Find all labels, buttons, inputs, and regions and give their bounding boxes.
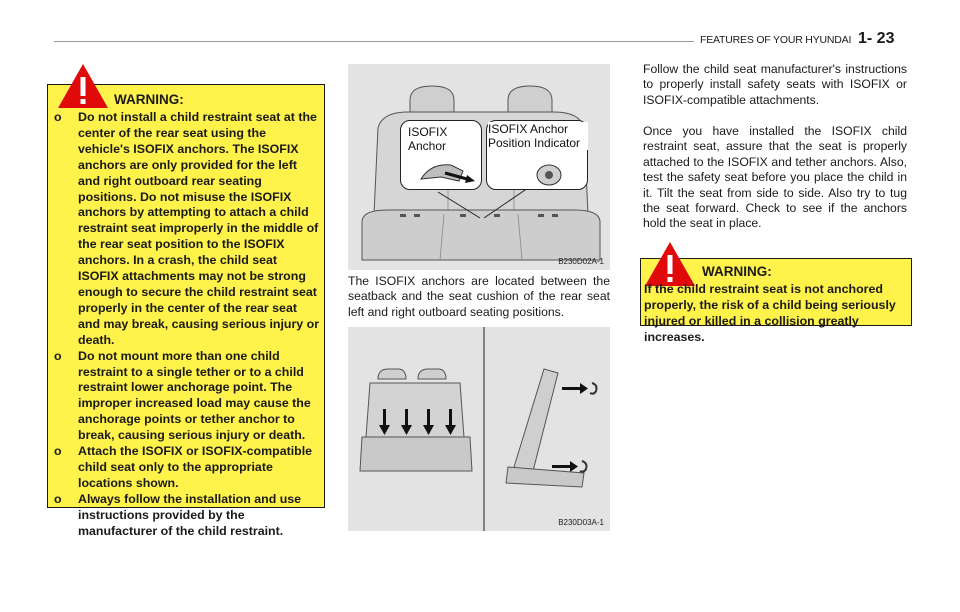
warning-item: o Attach the ISOFIX or ISOFIX-compatible child seat only to the appropriate locations shown. xyxy=(54,444,320,492)
callout-label-position-indicator: ISOFIX Anchor Position Indicator xyxy=(488,122,588,150)
left-warning-title: WARNING: xyxy=(114,92,184,107)
right-warning-text: If the child restraint seat is not anchored properly, the risk of a child being seriously injured or killed in a collision greatly increases. xyxy=(644,282,896,344)
warning-item: o Do not mount more than one child restraint to a single tether or to a child restraint lower anchorage point. The improper increased load may cause the anchorage points or tether anchor to break, causing serious injury or death. xyxy=(54,349,320,444)
left-warning-list xyxy=(54,110,320,539)
callout-label-anchor: ISOFIX Anchor xyxy=(408,125,478,153)
warning-item: o Always follow the installation and use instructions provided by the manufacturer of the child restraint. xyxy=(54,492,320,540)
warning-item: o Do not install a child restraint seat at the center of the rear seat using the vehicle's ISOFIX anchors. The ISOFIX anchors are only provided for the left and right outboard rear seating positions. Do not misuse the ISOFIX anchors by attempting to attach a child restraint seat improperly in the middle of the rear seat position to the ISOFIX anchors. In a crash, the child seat ISOFIX attachments may not be strong enough to secure the child restraint seat properly in the center of the rear seat and may break, causing serious injury or death. xyxy=(54,110,320,349)
header-rule xyxy=(54,41,694,42)
figure-code-bottom: B230D03A-1 xyxy=(558,518,604,527)
section-title: FEATURES OF YOUR HYUNDAI xyxy=(700,34,852,46)
test-seat-text: Once you have installed the ISOFIX child restraint seat, assure that the seat is properly attached to the ISOFIX and tether anchors. Also, test the safety seat before you place the child in it. Tilt the seat from side to side. Also try to tug the seat forward. Check to see if the anchors hold the seat in place. xyxy=(643,124,907,231)
seat-attachment-illustration xyxy=(348,327,610,531)
install-instructions-text: Follow the child seat manufacturer's instructions to properly install safety seats with ISOFIX or ISOFIX-compatible attachments. xyxy=(643,62,907,107)
right-warning-title: WARNING: xyxy=(702,264,772,279)
page-number: 1- 23 xyxy=(858,30,895,47)
isofix-anchor-figure xyxy=(348,64,610,270)
child-seat-attach-figure xyxy=(348,327,610,531)
figure-code-top: B230D02A-1 xyxy=(558,257,604,266)
isofix-location-text: The ISOFIX anchors are located between the seatback and the seat cushion of the rear seat left and right outboard seating positions. xyxy=(348,274,610,319)
warning-triangle-icon xyxy=(56,62,110,110)
